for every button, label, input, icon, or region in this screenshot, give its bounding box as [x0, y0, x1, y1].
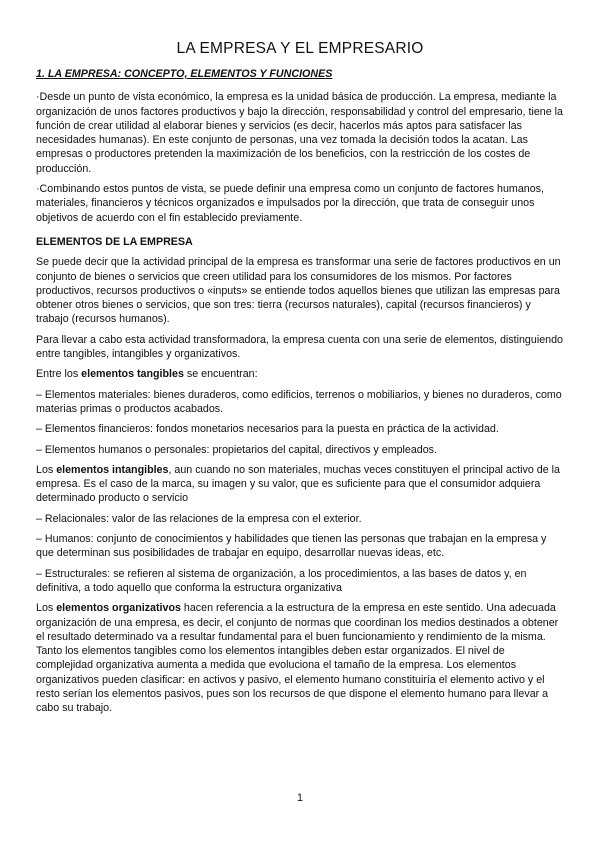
paragraph-definition-economic: ·Desde un punto de vista económico, la empresa es la unidad básica de producción. La empresa, mediante la organización de unos factores productivos y bajo la dirección, responsabilidad y control del empresario, tiene la función de crear utilidad al elaborar bienes y servicios (es decir, hacerlos más aptos para satisfacer las necesidades humanas). En este conjunto de personas, una vez tomada la decisión todos la acatan. Las empresas o productores pretenden la maximización de los beneficios, con la restricción de los costes de producción. — [36, 91, 563, 175]
intangibles-intro-post: , aun cuando no son materiales, muchas veces constituyen el principal activo de la empresa. Es el caso de la marca, su imagen y su valor, que es suficiente para que el consumidor adquiera determinado producto o servicio — [36, 463, 560, 505]
organizativos-intro-bold: elementos organizativos — [56, 602, 181, 615]
tangibles-item-materiales: – Elementos materiales: bienes duraderos, como edificios, terrenos o mobiliarios, y bienes no duraderos, como materias primas o productos acabados. — [36, 388, 562, 415]
intangibles-intro-pre: Los — [36, 463, 57, 476]
paragraph-element-types: Para llevar a cabo esta actividad transformadora, la empresa cuenta con una serie de elementos, distinguiendo entre tangibles, intangibles y organizativos. — [36, 333, 563, 361]
section-subtitle: 1. LA EMPRESA: CONCEPTO, ELEMENTOS Y FUNCIONES — [36, 68, 333, 80]
organizativos-intro-pre: Los — [36, 602, 57, 615]
paragraph-productive-factors: Se puede decir que la actividad principal de la empresa es transformar una serie de factores productivos en un conjunto de bienes o servicios que creen utilidad para los consumidores de los mismos. Por factores productivos, recursos productivos o «inputs» se entiende todos aquellos bienes que utilizan las empresas para obtener otros bienes o servicios, que son tres: tierra (recursos naturales), capital (recursos financieros) y trabajo (recursos humanos). — [36, 256, 561, 326]
organizativos-paragraph — [36, 601, 564, 715]
intangibles-item-estructurales: – Estructurales: se refieren al sistema de organización, a los procedimientos, a las bases de datos y, en definitiva, a todo aquello que conforma la estructura organizativa — [36, 567, 527, 594]
heading-elements: ELEMENTOS DE LA EMPRESA — [36, 235, 193, 248]
intangibles-item-relacionales: – Relacionales: valor de las relaciones de la empresa con el exterior. — [36, 512, 362, 525]
tangibles-item-humanos: – Elementos humanos o personales: propietarios del capital, directivos y empleados. — [36, 443, 438, 456]
organizativos-intro-post: hacen referencia a la estructura de la empresa en este sentido. Una adecuada organización de una empresa, es decir, el conjunto de normas que coordinan los medios destinados a obtener el resultado determinado va a resultar fundamental para el buen funcionamiento y rendimiento de la misma. Tanto los elementos tangibles como los elementos intangibles deben estar organizados. El nivel de complejidad organizativa aumenta a medida que evoluciona el tamaño de la empresa. Los elementos organizativos pueden clasificar: en activos y pasivo, el elemento humano constituiría el elemento activo y el resto serían los elementos pasivos, pues son los recursos de que dispone el elemento humano para llevar a cabo su trabajo. — [36, 602, 559, 715]
intangibles-item-humanos: – Humanos: conjunto de conocimientos y habilidades que tienen las personas que trabajan en la empresa y que determinan sus posibilidades de trabajar en equipo, desarrollar nuevas ideas, etc. — [36, 533, 547, 560]
intangibles-intro-bold: elementos intangibles — [56, 463, 169, 476]
intangibles-intro — [36, 463, 564, 506]
page-number: 1 — [297, 792, 303, 804]
paragraph-definition-combined: ·Combinando estos puntos de vista, se puede definir una empresa como un conjunto de factores humanos, materiales, financieros y técnicos organizados e impulsados por la dirección, que trata de conseguir unos objetivos de acuerdo con el fin establecido previamente. — [36, 183, 544, 224]
tangibles-intro-pre: Entre los — [36, 368, 82, 381]
tangibles-intro-post: se encuentran: — [183, 368, 258, 381]
tangibles-intro-bold: elementos tangibles — [81, 368, 184, 381]
tangibles-item-financieros: – Elementos financieros: fondos monetarios necesarios para la puesta en práctica de la actividad. — [36, 423, 499, 436]
document-title: LA EMPRESA Y EL EMPRESARIO — [176, 40, 424, 57]
tangibles-intro — [36, 367, 564, 381]
